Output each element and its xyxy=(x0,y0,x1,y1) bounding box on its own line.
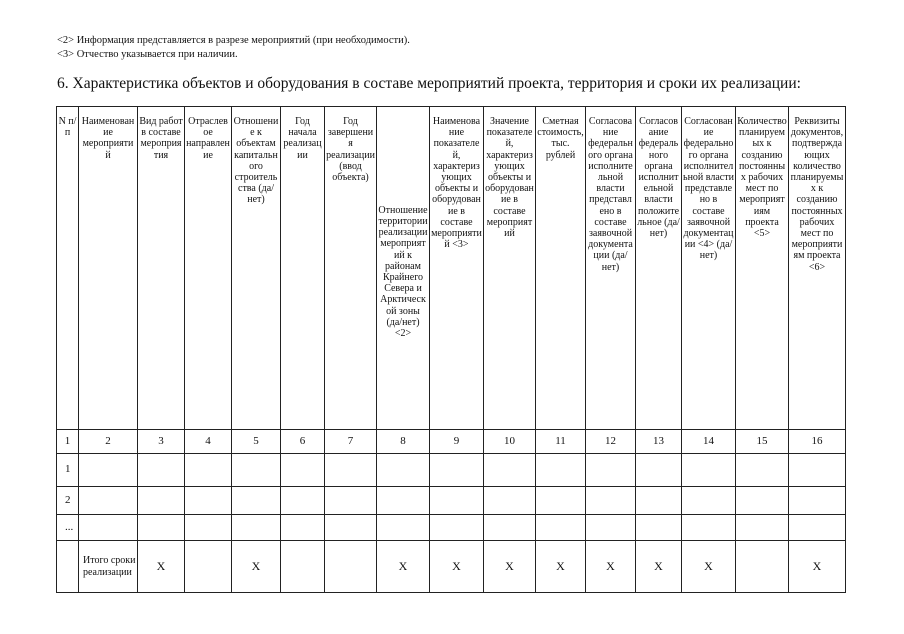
column-number: 7 xyxy=(325,430,377,454)
table-cell xyxy=(682,515,736,541)
column-number-row xyxy=(57,430,846,454)
table-cell xyxy=(484,454,536,487)
table-cell xyxy=(636,454,682,487)
header-cell: Количество планируемых к созданию постоянных рабочих мест по мероприятиям проекта <5> xyxy=(736,107,789,430)
column-number: 11 xyxy=(536,430,586,454)
table-cell xyxy=(79,515,138,541)
table-cell xyxy=(430,487,484,515)
table-cell xyxy=(57,541,79,593)
table-cell xyxy=(430,454,484,487)
header-cell: Согласование федерального органа исполнительной власти положительное (да/нет) xyxy=(636,107,682,430)
table-cell xyxy=(430,515,484,541)
table-cell xyxy=(736,454,789,487)
table-cell: X xyxy=(682,541,736,593)
column-number: 16 xyxy=(789,430,846,454)
table-cell xyxy=(536,515,586,541)
column-number: 1 xyxy=(57,430,79,454)
table-cell xyxy=(736,487,789,515)
table-cell xyxy=(789,487,846,515)
header-cell: Наименование показателей, характеризующих объекты и оборудование в составе мероприятий <3> xyxy=(430,107,484,430)
total-row xyxy=(57,541,846,593)
table-cell xyxy=(79,487,138,515)
table-cell xyxy=(377,454,430,487)
table-cell: X xyxy=(789,541,846,593)
table-cell xyxy=(736,515,789,541)
table-cell xyxy=(281,515,325,541)
column-number: 13 xyxy=(636,430,682,454)
header-cell: Отношение территории реализации мероприятий к районам Крайнего Севера и Арктической зоны (да/нет) <2> xyxy=(377,107,430,430)
header-cell: Наименование мероприятий xyxy=(79,107,138,430)
column-number: 10 xyxy=(484,430,536,454)
table-cell xyxy=(79,454,138,487)
column-number: 14 xyxy=(682,430,736,454)
row-number: ... xyxy=(57,515,79,541)
table-cell xyxy=(138,515,185,541)
table-cell: X xyxy=(586,541,636,593)
table-cell xyxy=(586,454,636,487)
header-cell: Значение показателей, характеризующих объекты и оборудование в составе мероприятий xyxy=(484,107,536,430)
characteristics-table xyxy=(56,106,846,593)
table-cell xyxy=(636,515,682,541)
table-cell xyxy=(682,454,736,487)
header-cell: Отраслевое направление xyxy=(185,107,232,430)
column-number: 3 xyxy=(138,430,185,454)
table-cell xyxy=(185,454,232,487)
table-cell xyxy=(185,487,232,515)
column-number: 2 xyxy=(79,430,138,454)
table-cell xyxy=(185,541,232,593)
table-header-row xyxy=(57,107,846,430)
table-cell xyxy=(789,515,846,541)
table-cell xyxy=(484,487,536,515)
table-cell xyxy=(325,454,377,487)
table-cell xyxy=(325,515,377,541)
row-number: 1 xyxy=(57,454,79,487)
header-cell: Реквизиты документов, подтверждающих количество планируемых к созданию постоянных рабочих мест по мероприятиям проекта <6> xyxy=(789,107,846,430)
column-number: 5 xyxy=(232,430,281,454)
table-row xyxy=(57,515,846,541)
table-cell xyxy=(281,454,325,487)
table-cell xyxy=(232,454,281,487)
header-cell: Отношение к объектам капитального строительства (да/нет) xyxy=(232,107,281,430)
column-number: 12 xyxy=(586,430,636,454)
table-cell xyxy=(736,541,789,593)
total-label: Итого сроки реализации xyxy=(79,541,138,593)
section-heading: 6. Характеристика объектов и оборудования в составе мероприятий проекта, территория и сроки их реализации: xyxy=(57,75,801,92)
header-cell: Согласование федерального органа исполнительной власти представлено в составе заявочной документации <4> (да/нет) xyxy=(682,107,736,430)
column-number: 15 xyxy=(736,430,789,454)
table-cell xyxy=(232,487,281,515)
row-number: 2 xyxy=(57,487,79,515)
table-cell: X xyxy=(377,541,430,593)
column-number: 6 xyxy=(281,430,325,454)
column-number: 4 xyxy=(185,430,232,454)
table-cell: X xyxy=(536,541,586,593)
table-cell xyxy=(586,515,636,541)
table-cell: X xyxy=(138,541,185,593)
table-row xyxy=(57,487,846,515)
footnote-2: <2> Информация представляется в разрезе мероприятий (при необходимости). xyxy=(57,35,410,46)
table-cell xyxy=(325,541,377,593)
table-cell xyxy=(377,487,430,515)
table-cell xyxy=(232,515,281,541)
header-cell: Год завершения реализации (ввод объекта) xyxy=(325,107,377,430)
header-cell: Согласование федерального органа исполнительной власти представлено в составе заявочной документации (да/нет) xyxy=(586,107,636,430)
table-cell xyxy=(377,515,430,541)
table-cell xyxy=(325,487,377,515)
table-cell: X xyxy=(430,541,484,593)
table-cell xyxy=(281,541,325,593)
column-number: 9 xyxy=(430,430,484,454)
table-row xyxy=(57,454,846,487)
table-cell: X xyxy=(484,541,536,593)
footnote-3: <3> Отчество указывается при наличии. xyxy=(57,49,238,60)
table-cell xyxy=(185,515,232,541)
table-cell xyxy=(682,487,736,515)
table-cell xyxy=(138,454,185,487)
header-cell: Вид работ в составе мероприятия xyxy=(138,107,185,430)
header-cell: N п/п xyxy=(57,107,79,430)
table-cell: X xyxy=(232,541,281,593)
header-cell: Год начала реализации xyxy=(281,107,325,430)
table-cell xyxy=(636,487,682,515)
table-cell xyxy=(536,454,586,487)
table-cell xyxy=(789,454,846,487)
header-cell: Сметная стоимость, тыс. рублей xyxy=(536,107,586,430)
table-cell xyxy=(484,515,536,541)
table-cell xyxy=(138,487,185,515)
column-number: 8 xyxy=(377,430,430,454)
table-cell xyxy=(586,487,636,515)
table-cell xyxy=(536,487,586,515)
table-cell: X xyxy=(636,541,682,593)
table-cell xyxy=(281,487,325,515)
